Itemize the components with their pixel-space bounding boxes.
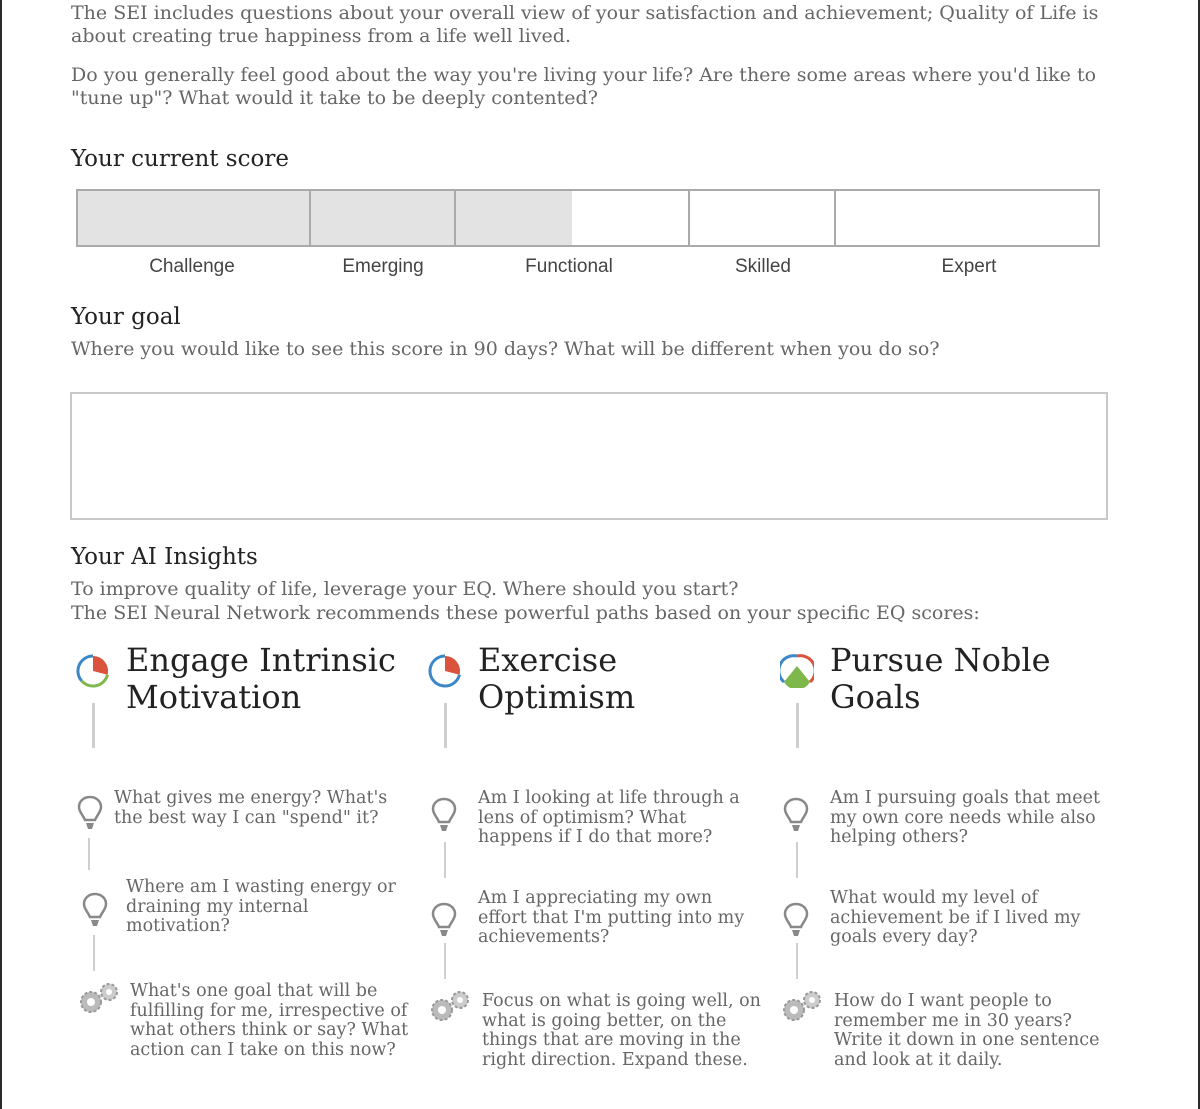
insight-question-2: Where am I wasting energy or draining my internal motivation? <box>126 877 396 936</box>
pie-chart-icon <box>76 654 110 688</box>
insight-column-1 <box>71 640 411 1100</box>
timeline-line <box>796 703 799 748</box>
goal-prompt: Where you would like to see this score in 90 days? What will be different when you do so? <box>71 338 940 360</box>
score-bar <box>76 189 1100 247</box>
timeline-line <box>93 935 95 971</box>
insight-question-2: What would my level of achievement be if I lived my goals every day? <box>830 888 1081 947</box>
insight-question-1: What gives me energy? What's the best way I can "spend" it? <box>114 788 388 828</box>
timeline-line <box>92 703 95 748</box>
score-segment-skilled <box>690 191 836 245</box>
lightbulb-icon <box>82 892 108 932</box>
lightbulb-icon <box>77 795 103 835</box>
score-label-functional: Functional <box>525 256 613 277</box>
lightbulb-icon <box>783 902 809 942</box>
timeline-line <box>444 943 446 979</box>
lightbulb-icon <box>431 902 457 942</box>
ai-insights-line-2: The SEI Neural Network recommends these powerful paths based on your specific EQ scores: <box>71 602 980 624</box>
timeline-line <box>796 943 798 979</box>
goal-input-box[interactable] <box>70 392 1108 520</box>
score-segment-expert <box>836 191 1098 245</box>
ai-insights-line-1: To improve quality of life, leverage your EQ. Where should you start? <box>71 578 739 600</box>
insight-question-2: Am I appreciating my own effort that I'm putting into my achievements? <box>478 888 745 947</box>
insight-title: Pursue Noble Goals <box>830 641 1051 716</box>
lightbulb-icon <box>783 797 809 837</box>
gears-icon <box>780 988 830 1024</box>
score-label-emerging: Emerging <box>342 256 424 277</box>
score-segment-emerging <box>311 191 455 245</box>
insight-question-1: Am I pursuing goals that meet my own core needs while also helping others? <box>830 788 1100 847</box>
timeline-line <box>88 838 90 870</box>
gears-icon <box>428 988 478 1024</box>
score-segment-functional <box>456 191 690 245</box>
intro-paragraph-2: Do you generally feel good about the way you're living your life? Are there some areas where you'd like to "tune up"? What would it take to be deeply contented? <box>71 64 1097 109</box>
goal-heading: Your goal <box>71 304 181 330</box>
score-label-challenge: Challenge <box>149 256 235 277</box>
insight-title: Engage Intrinsic Motivation <box>126 641 396 716</box>
pie-chart-icon <box>428 654 462 688</box>
timeline-line <box>444 842 446 878</box>
insight-column-3 <box>775 640 1115 1100</box>
timeline-line <box>796 842 798 878</box>
pie-chart-icon <box>780 654 814 688</box>
insight-question-1: Am I looking at life through a lens of optimism? What happens if I do that more? <box>478 788 740 847</box>
lightbulb-icon <box>431 797 457 837</box>
score-label-expert: Expert <box>941 256 997 277</box>
insight-title: Exercise Optimism <box>478 641 636 716</box>
intro-paragraph-1: The SEI includes questions about your overall view of your satisfaction and achievement; Quality of Life is about creating true happiness from a life well lived. <box>71 2 1099 47</box>
ai-insights-heading: Your AI Insights <box>71 544 258 570</box>
gears-icon <box>77 980 127 1016</box>
insight-column-2 <box>423 640 763 1100</box>
timeline-line <box>444 703 447 748</box>
score-segment-challenge <box>78 191 311 245</box>
window-left-border <box>0 0 2 1109</box>
insight-action: What's one goal that will be fulfilling for me, irrespective of what others think or say? What action can I take on this now? <box>130 981 409 1060</box>
score-label-skilled: Skilled <box>735 256 791 277</box>
insight-action: Focus on what is going well, on what is going better, on the things that are moving in the right direction. Expand these. <box>482 991 761 1070</box>
current-score-heading: Your current score <box>71 146 289 172</box>
insight-action: How do I want people to remember me in 30 years? Write it down in one sentence and look at it daily. <box>834 991 1100 1070</box>
